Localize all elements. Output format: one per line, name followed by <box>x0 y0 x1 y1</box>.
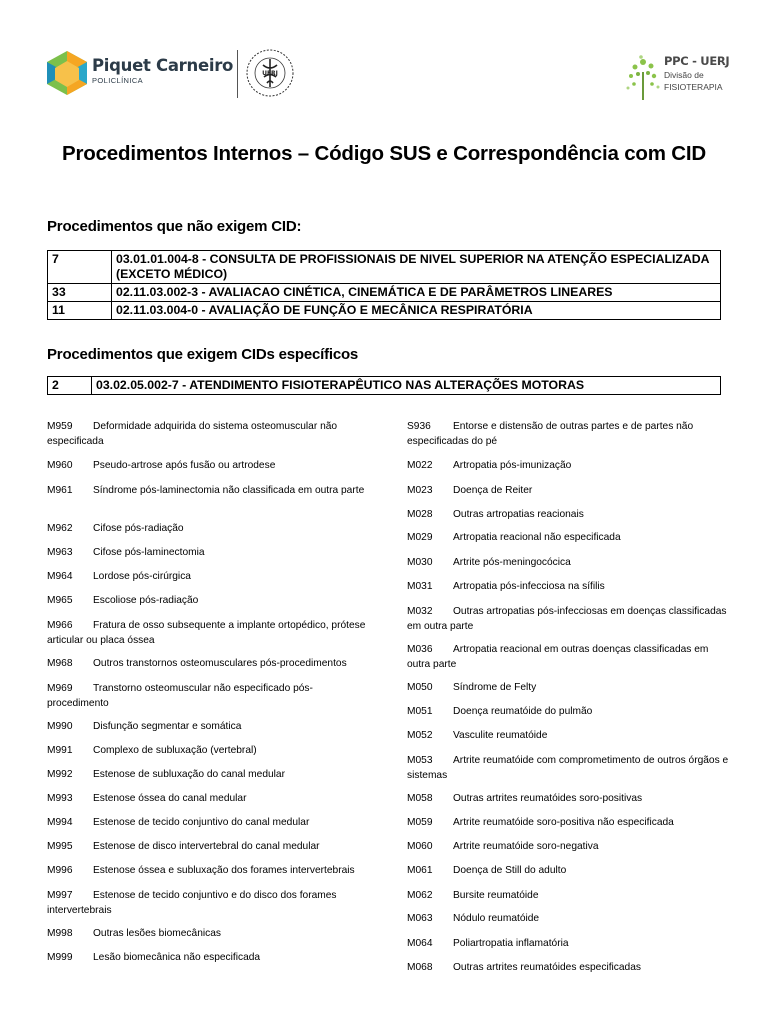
cid-code: M990 <box>47 721 73 732</box>
cid-entry <box>407 508 733 523</box>
cid-code: M998 <box>47 928 73 939</box>
piquet-carneiro-logo-icon <box>46 50 88 96</box>
cid-code: M030 <box>407 557 433 568</box>
cid-description: Cifose pós-radiação <box>93 523 184 534</box>
cid-description: Artrite reumatóide com comprometimento de outros órgãos e sistemas <box>407 755 729 781</box>
cid-entry <box>47 840 369 855</box>
ppc-tree-logo-icon <box>624 52 662 100</box>
cid-description: Estenose de tecido conjuntivo e do disco dos forames intervertebrais <box>47 890 337 916</box>
cid-code: M068 <box>407 962 433 973</box>
page-header <box>0 0 768 110</box>
table-row <box>48 251 721 284</box>
uerj-seal-icon <box>245 47 295 99</box>
cid-code: M996 <box>47 865 73 876</box>
cid-code: M051 <box>407 706 433 717</box>
cid-code: M997 <box>47 890 73 901</box>
cid-description: Outras artrites reumatóides especificadas <box>453 962 641 973</box>
cid-entry <box>407 912 733 927</box>
cid-entry <box>407 643 733 672</box>
cid-entry <box>407 864 733 879</box>
cid-description: Outras artrites reumatóides soro-positivas <box>453 793 643 804</box>
header-divider <box>237 50 238 98</box>
procedure-count: 11 <box>48 302 112 320</box>
cid-description: Estenose de subluxação do canal medular <box>93 769 285 780</box>
cid-description: Estenose óssea do canal medular <box>93 793 247 804</box>
cid-description: Artrite reumatóide soro-negativa <box>453 841 599 852</box>
cid-description: Estenose de tecido conjuntivo do canal medular <box>93 817 310 828</box>
procedure-description: 02.11.03.004-0 - AVALIAÇÃO DE FUNÇÃO E MECÂNICA RESPIRATÓRIA <box>112 302 721 320</box>
cid-description: Escoliose pós-radiação <box>93 595 199 606</box>
cid-entry <box>47 570 369 585</box>
cid-description: Outras lesões biomecânicas <box>93 928 221 939</box>
cid-description: Nódulo reumatóide <box>453 913 540 924</box>
ppc-uerj-label <box>664 54 729 92</box>
cid-code: M965 <box>47 595 73 606</box>
cid-entry <box>47 744 369 759</box>
brand-subtitle: POLICLÍNICA <box>92 76 144 85</box>
cid-entry <box>407 531 733 546</box>
cid-code: M031 <box>407 581 433 592</box>
specific-cid-procedure-table <box>47 376 721 395</box>
cid-entry <box>47 720 369 735</box>
cid-code: M022 <box>407 460 433 471</box>
cid-entry <box>47 594 369 609</box>
cid-description: Complexo de subluxação (vertebral) <box>93 745 257 756</box>
cid-entry <box>407 816 733 831</box>
cid-code: M059 <box>407 817 433 828</box>
section-no-cid-heading: Procedimentos que não exigem CID: <box>47 218 302 235</box>
cid-code: M032 <box>407 606 433 617</box>
cid-code: M994 <box>47 817 73 828</box>
cid-description: Outros transtornos osteomusculares pós-procedimentos <box>93 658 347 669</box>
cid-description: Artrite pós-meningocócica <box>453 557 571 568</box>
cid-description: Lesão biomecânica não especificada <box>93 952 261 963</box>
cid-entry <box>47 546 369 561</box>
document-title: Procedimentos Internos – Código SUS e Correspondência com CID <box>62 142 706 165</box>
cid-code: M960 <box>47 460 73 471</box>
cid-entry <box>407 889 733 904</box>
cid-description: Síndrome pós-laminectomia não classificada em outra parte <box>93 485 365 496</box>
cid-code: M064 <box>407 938 433 949</box>
cid-description: Cifose pós-laminectomia <box>93 547 205 558</box>
cid-entry <box>407 937 733 952</box>
cid-entry <box>407 705 733 720</box>
cid-description: Outras artropatias reacionais <box>453 509 584 520</box>
cid-entry <box>407 729 733 744</box>
cid-entry <box>407 840 733 855</box>
cid-code: M992 <box>47 769 73 780</box>
cid-entry <box>47 619 369 648</box>
cid-code: M963 <box>47 547 73 558</box>
cid-description: Vasculite reumatóide <box>453 730 548 741</box>
cid-code: M053 <box>407 755 433 766</box>
cid-code: M966 <box>47 620 73 631</box>
cid-code: M961 <box>47 485 73 496</box>
cid-code: M029 <box>407 532 433 543</box>
cid-code: M028 <box>407 509 433 520</box>
cid-description: Bursite reumatóide <box>453 890 539 901</box>
procedure-count: 33 <box>48 284 112 302</box>
cid-description: Disfunção segmentar e somática <box>93 721 242 732</box>
cid-description: Outras artropatias pós-infecciosas em doenças classificadas em outra parte <box>407 606 727 632</box>
cid-code: M999 <box>47 952 73 963</box>
cid-description: Doença de Reiter <box>453 485 533 496</box>
cid-entry <box>47 889 369 918</box>
section-specific-cid-heading: Procedimentos que exigem CIDs específicos <box>47 346 359 363</box>
no-cid-procedures-table <box>47 250 721 320</box>
cid-description: Transtorno osteomuscular não especificado pós-procedimento <box>47 683 313 709</box>
cid-description: Artrite reumatóide soro-positiva não especificada <box>453 817 674 828</box>
cid-description: Artropatia pós-imunização <box>453 460 572 471</box>
cid-entry <box>407 681 733 696</box>
ppc-title: PPC - UERJ <box>664 54 730 68</box>
cid-entry <box>47 682 369 711</box>
table-row <box>48 284 721 302</box>
cid-entry <box>407 580 733 595</box>
cid-entry <box>47 864 369 879</box>
cid-code: M023 <box>407 485 433 496</box>
cid-entry <box>407 420 733 449</box>
cid-entry <box>47 522 369 537</box>
cid-entry <box>47 792 369 807</box>
cid-code: M060 <box>407 841 433 852</box>
procedure-description: 02.11.03.002-3 - AVALIACAO CINÉTICA, CINEMÁTICA E DE PARÂMETROS LINEARES <box>112 284 721 302</box>
cid-entry <box>407 792 733 807</box>
table-row <box>48 302 721 320</box>
cid-code: M964 <box>47 571 73 582</box>
cid-entry <box>47 420 369 449</box>
cid-code: M991 <box>47 745 73 756</box>
cid-code: S936 <box>407 421 431 432</box>
cid-description: Deformidade adquirida do sistema osteomuscular não especificada <box>47 421 338 447</box>
brand-name: Piquet Carneiro <box>92 56 234 75</box>
cid-description: Estenose de disco intervertebral do canal medular <box>93 841 320 852</box>
cid-entry <box>407 605 733 634</box>
brand-block <box>92 56 233 85</box>
cid-code: M995 <box>47 841 73 852</box>
cid-description: Artropatia reacional em outras doenças classificadas em outra parte <box>407 644 709 670</box>
cid-code: M959 <box>47 421 73 432</box>
cid-code: M058 <box>407 793 433 804</box>
cid-entry <box>47 768 369 783</box>
cid-entry <box>47 927 369 942</box>
cid-description: Artropatia pós-infecciosa na sífilis <box>453 581 605 592</box>
cid-description: Entorse e distensão de outras partes e de partes não especificadas do pé <box>407 421 694 447</box>
procedure-count: 7 <box>48 251 112 284</box>
procedure-description: 03.01.01.004-8 - CONSULTA DE PROFISSIONAIS DE NIVEL SUPERIOR NA ATENÇÃO ESPECIALIZADA (EXCETO MÉDICO) <box>112 251 721 284</box>
cid-entry <box>407 484 733 499</box>
cid-description: Síndrome de Felty <box>453 682 537 693</box>
cid-description: Poliartropatia inflamatória <box>453 938 569 949</box>
table-row <box>48 377 721 395</box>
cid-code: M969 <box>47 683 73 694</box>
cid-code: M962 <box>47 523 73 534</box>
cid-description: Doença reumatóide do pulmão <box>453 706 593 717</box>
procedure-count: 2 <box>48 377 92 395</box>
cid-entry <box>407 754 733 783</box>
cid-entry <box>407 459 733 474</box>
cid-code: M993 <box>47 793 73 804</box>
cid-code: M062 <box>407 890 433 901</box>
cid-code: M968 <box>47 658 73 669</box>
ppc-subtitle-1: Divisão de <box>664 70 704 80</box>
cid-entry <box>407 556 733 571</box>
cid-entry <box>407 961 733 976</box>
cid-entry <box>47 816 369 831</box>
cid-code: M061 <box>407 865 433 876</box>
cid-entry <box>47 484 369 499</box>
cid-code: M052 <box>407 730 433 741</box>
cid-code: M050 <box>407 682 433 693</box>
svg-text:UERJ: UERJ <box>262 70 278 77</box>
cid-description: Fratura de osso subsequente a implante ortopédico, prótese articular ou placa óssea <box>47 620 366 646</box>
cid-description: Lordose pós-cirúrgica <box>93 571 191 582</box>
cid-entry <box>47 657 369 672</box>
cid-entry <box>47 459 369 474</box>
cid-description: Estenose óssea e subluxação dos forames intervertebrais <box>93 865 355 876</box>
cid-code: M036 <box>407 644 433 655</box>
cid-description: Doença de Still do adulto <box>453 865 567 876</box>
procedure-description: 03.02.05.002-7 - ATENDIMENTO FISIOTERAPÊUTICO NAS ALTERAÇÕES MOTORAS <box>92 377 721 395</box>
cid-description: Artropatia reacional não especificada <box>453 532 621 543</box>
ppc-subtitle-2: FISIOTERAPIA <box>664 82 723 92</box>
cid-entry <box>47 951 369 966</box>
cid-description: Pseudo-artrose após fusão ou artrodese <box>93 460 276 471</box>
cid-code: M063 <box>407 913 433 924</box>
